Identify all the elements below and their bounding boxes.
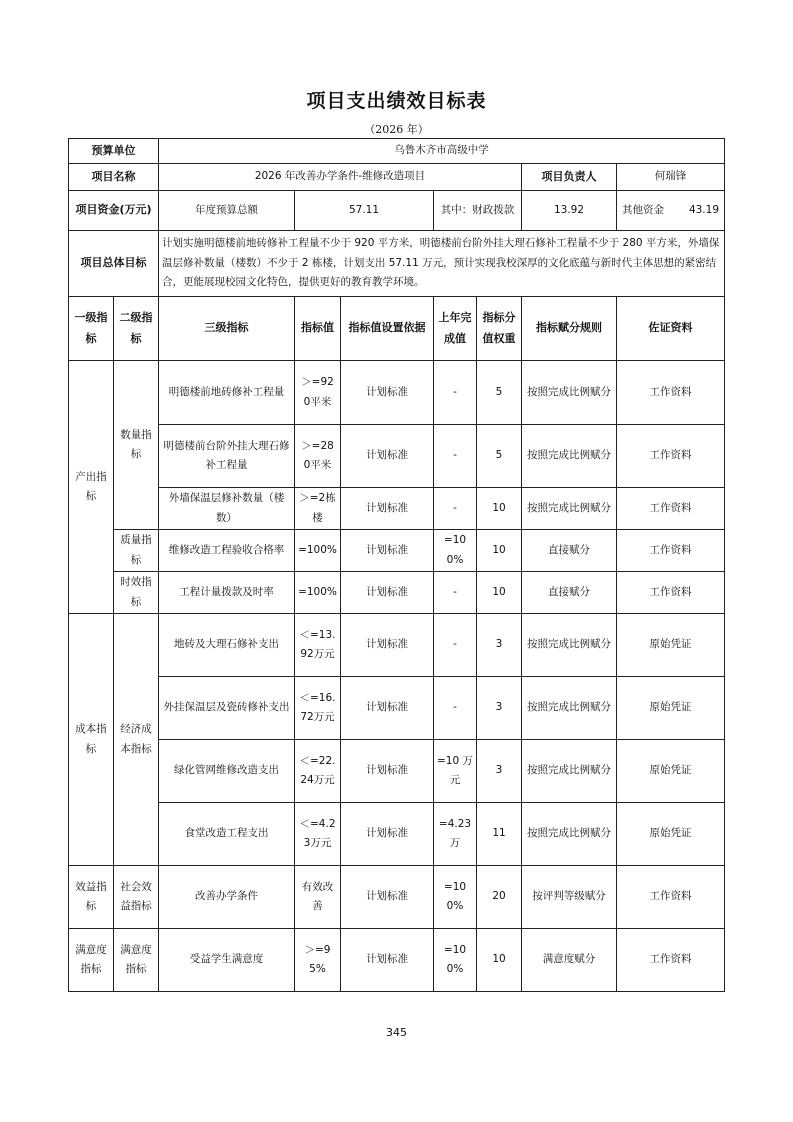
indicator-rule: 按照完成比例赋分 (522, 361, 617, 425)
indicator-basis: 计划标准 (341, 677, 434, 740)
indicator-weight: 10 (477, 572, 522, 614)
table-row (69, 866, 725, 929)
indicator-rule: 按照完成比例赋分 (522, 614, 617, 677)
header-level2: 二级指标 (114, 297, 159, 361)
indicator-basis: 计划标准 (341, 929, 434, 992)
group-benefit: 效益指标 (69, 866, 114, 929)
table-row (69, 740, 725, 803)
group-satisfaction: 满意度指标 (69, 929, 114, 992)
indicator-name: 明德楼前台阶外挂大理石修补工程量 (159, 425, 295, 488)
indicator-basis: 计划标准 (341, 740, 434, 803)
funds-label: 项目资金(万元) (69, 191, 159, 231)
indicator-value: ＜=22.24万元 (295, 740, 341, 803)
table-row (69, 929, 725, 992)
indicator-basis: 计划标准 (341, 488, 434, 530)
indicator-rule: 按照完成比例赋分 (522, 677, 617, 740)
header-basis: 指标值设置依据 (341, 297, 434, 361)
fiscal-value: 13.92 (522, 191, 617, 231)
other-funds (617, 191, 725, 231)
indicator-weight: 10 (477, 488, 522, 530)
table-row (69, 488, 725, 530)
indicator-evidence: 工作资料 (617, 572, 725, 614)
indicator-evidence: 工作资料 (617, 866, 725, 929)
indicator-name: 维修改造工程验收合格率 (159, 530, 295, 572)
indicator-weight: 3 (477, 677, 522, 740)
indicator-name: 改善办学条件 (159, 866, 295, 929)
indicator-value: ＞=920平米 (295, 361, 341, 425)
indicator-rule: 按评判等级赋分 (522, 866, 617, 929)
indicator-value: =100% (295, 572, 341, 614)
table-row (69, 677, 725, 740)
indicator-weight: 10 (477, 530, 522, 572)
indicator-value: ＞=95% (295, 929, 341, 992)
indicator-rule: 直接赋分 (522, 572, 617, 614)
goal-text: 计划实施明德楼前地砖修补工程量不少于 920 平方米，明德楼前台阶外挂大理石修补工程量不少于 280 平方米，外墙保温层修补数量（楼数）不少于 2 栋楼，计划支出 57.11 万元，预计实现我校深厚的文化底蕴与新时代主体思想的紧密结合，更能展现校园文化特色，提供更好的教育教学环境。 (159, 231, 725, 297)
table-row (69, 614, 725, 677)
indicator-value: ＜=4.23万元 (295, 803, 341, 866)
indicator-value: 有效改善 (295, 866, 341, 929)
page-number: 345 (386, 1026, 407, 1039)
indicator-weight: 20 (477, 866, 522, 929)
indicator-last-year: - (434, 677, 477, 740)
header-rule: 指标赋分规则 (522, 297, 617, 361)
table-row (69, 572, 725, 614)
indicator-weight: 3 (477, 740, 522, 803)
table-row (69, 803, 725, 866)
year-label: （2026 年） (364, 123, 429, 136)
table-row (69, 361, 725, 425)
indicator-last-year: - (434, 361, 477, 425)
indicator-last-year: =100% (434, 929, 477, 992)
indicator-value: =100% (295, 530, 341, 572)
indicator-evidence: 工作资料 (617, 929, 725, 992)
fiscal-label: 其中：财政拨款 (434, 191, 522, 231)
indicator-last-year: - (434, 425, 477, 488)
project-lead-label: 项目负责人 (522, 164, 617, 191)
indicator-name: 明德楼前地砖修补工程量 (159, 361, 295, 425)
indicator-rule: 按照完成比例赋分 (522, 488, 617, 530)
indicator-last-year: =100% (434, 530, 477, 572)
group-econ-cost: 经济成本指标 (114, 614, 159, 866)
indicator-name: 地砖及大理石修补支出 (159, 614, 295, 677)
indicator-evidence: 工作资料 (617, 488, 725, 530)
indicator-evidence: 原始凭证 (617, 677, 725, 740)
header-last-year: 上年完成值 (434, 297, 477, 361)
indicator-evidence: 工作资料 (617, 530, 725, 572)
header-level1: 一级指标 (69, 297, 114, 361)
indicator-rule: 直接赋分 (522, 530, 617, 572)
group-quality: 质量指标 (114, 530, 159, 572)
indicator-basis: 计划标准 (341, 530, 434, 572)
indicator-name: 食堂改造工程支出 (159, 803, 295, 866)
indicator-name: 受益学生满意度 (159, 929, 295, 992)
indicator-basis: 计划标准 (341, 572, 434, 614)
other-funds-value: 43.19 (688, 203, 719, 216)
indicator-last-year: - (434, 614, 477, 677)
project-lead-value: 何瑞锋 (617, 164, 725, 191)
header-weight: 指标分值权重 (477, 297, 522, 361)
budget-unit-label: 预算单位 (69, 139, 159, 164)
page-title: 项目支出绩效目标表 (306, 90, 487, 112)
indicator-weight: 5 (477, 425, 522, 488)
table-row (69, 425, 725, 488)
indicator-name: 绿化管网维修改造支出 (159, 740, 295, 803)
group-social-benefit: 社会效益指标 (114, 866, 159, 929)
group-satisfaction-2: 满意度指标 (114, 929, 159, 992)
indicator-weight: 10 (477, 929, 522, 992)
goal-label: 项目总体目标 (69, 231, 159, 297)
indicator-basis: 计划标准 (341, 866, 434, 929)
indicator-basis: 计划标准 (341, 614, 434, 677)
indicator-name: 外墙保温层修补数量（楼数） (159, 488, 295, 530)
indicator-name: 外挂保温层及瓷砖修补支出 (159, 677, 295, 740)
indicator-name: 工程计量拨款及时率 (159, 572, 295, 614)
header-level3: 三级指标 (159, 297, 295, 361)
indicator-last-year: =4.23万 (434, 803, 477, 866)
group-output: 产出指标 (69, 361, 114, 614)
header-evidence: 佐证资料 (617, 297, 725, 361)
indicator-value: ＞=280平米 (295, 425, 341, 488)
annual-budget-value: 57.11 (295, 191, 434, 231)
indicator-rule: 按照完成比例赋分 (522, 803, 617, 866)
indicator-weight: 11 (477, 803, 522, 866)
indicator-evidence: 工作资料 (617, 361, 725, 425)
table-row (69, 530, 725, 572)
indicator-evidence: 工作资料 (617, 425, 725, 488)
indicator-value: ＜=13.92万元 (295, 614, 341, 677)
indicator-last-year: =10 万元 (434, 740, 477, 803)
annual-budget-label: 年度预算总额 (159, 191, 295, 231)
indicator-basis: 计划标准 (341, 361, 434, 425)
header-value: 指标值 (295, 297, 341, 361)
group-cost: 成本指标 (69, 614, 114, 866)
indicator-rule: 按照完成比例赋分 (522, 425, 617, 488)
other-funds-label: 其他资金 (622, 203, 664, 216)
performance-table (68, 138, 725, 992)
indicator-last-year: - (434, 572, 477, 614)
indicator-value: ＞=2栋楼 (295, 488, 341, 530)
project-name-value: 2026 年改善办学条件-维修改造项目 (159, 164, 522, 191)
indicator-value: ＜=16.72万元 (295, 677, 341, 740)
indicator-rule: 满意度赋分 (522, 929, 617, 992)
project-name-label: 项目名称 (69, 164, 159, 191)
indicator-last-year: =100% (434, 866, 477, 929)
indicator-basis: 计划标准 (341, 803, 434, 866)
group-quantity: 数量指标 (114, 361, 159, 530)
budget-unit-value: 乌鲁木齐市高级中学 (159, 139, 725, 164)
indicator-evidence: 原始凭证 (617, 740, 725, 803)
indicator-basis: 计划标准 (341, 425, 434, 488)
indicator-weight: 3 (477, 614, 522, 677)
indicator-evidence: 原始凭证 (617, 614, 725, 677)
indicator-rule: 按照完成比例赋分 (522, 740, 617, 803)
indicator-weight: 5 (477, 361, 522, 425)
indicator-last-year: - (434, 488, 477, 530)
indicator-evidence: 原始凭证 (617, 803, 725, 866)
group-timeliness: 时效指标 (114, 572, 159, 614)
